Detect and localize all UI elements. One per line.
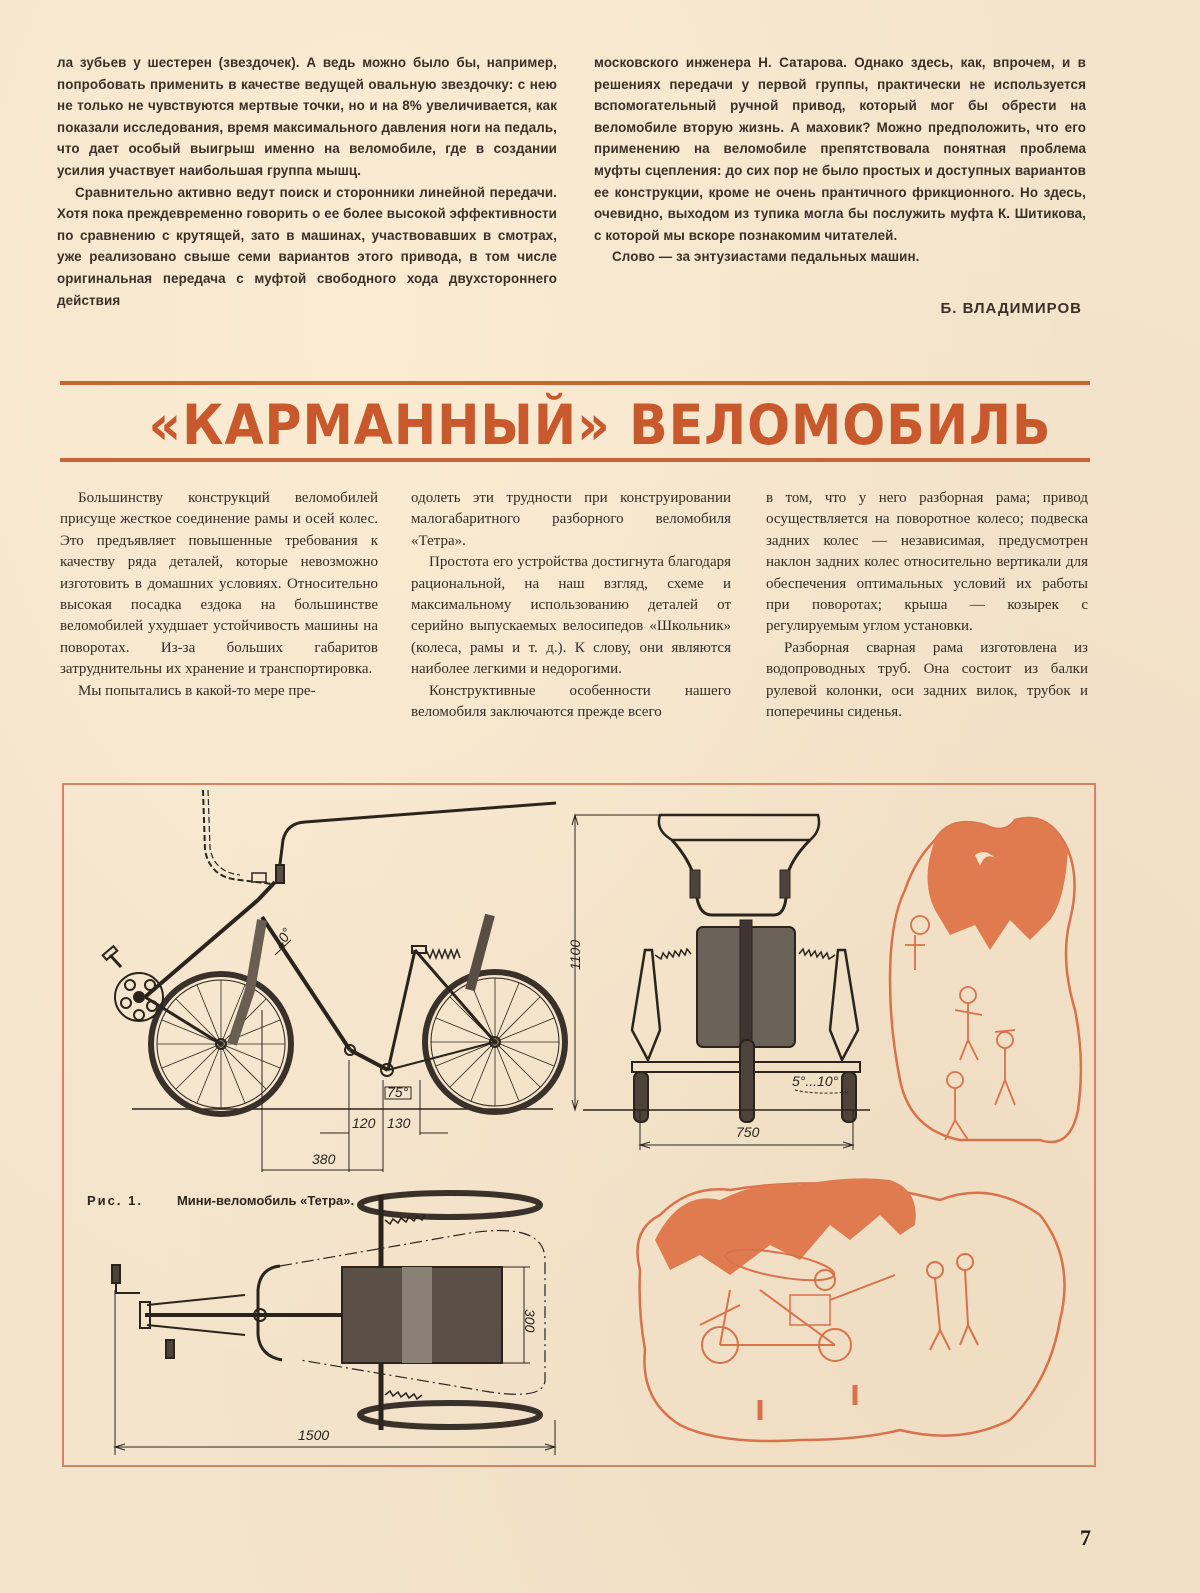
hikers-cartoon-illustration [890, 818, 1081, 1142]
side-view-drawing [103, 790, 565, 1172]
dim-380-label: 380 [312, 1151, 336, 1167]
paragraph: в том, что у него разборная рама; привод осуществляется на поворотное колесо; подвеска задних колес — независимая, предусмотрен наклон задних колес относительно вертикали для обеспечения оптимальных условий их работы при поворотах; крыша — козырек с регулируемым углом установки. [766, 490, 1088, 635]
article-title: «КАРМАННЫЙ» ВЕЛОМОБИЛЬ [148, 393, 1052, 457]
paragraph: одолеть эти трудности при конструировании малогабаритного разборного веломобиля «Тетра». [411, 490, 731, 549]
top-view-drawing [112, 1193, 555, 1455]
dim-130-label: 130 [387, 1115, 411, 1131]
angle-75-label: 75° [387, 1084, 409, 1100]
front-view-drawing [572, 815, 870, 1150]
paragraph: Конструктивные особенности нашего веломобиля заключаются прежде всего [411, 682, 731, 721]
paragraph: Разборная сварная рама изготовлена из водопроводных труб. Она состоит из балки рулевой колонки, оси задних вилок, трубок и поперечины сиденья. [766, 639, 1088, 721]
paragraph: Слово — за энтузиастами педальных машин. [612, 249, 920, 265]
figure-caption-label: Рис. 1. [87, 1193, 143, 1208]
dim-120-label: 120 [352, 1115, 376, 1131]
paragraph: московского инженера Н. Сатарова. Однако здесь, как, впрочем, и в решениях передачи у первой группы, практически не используется вспомогательный ручной привод, который мог бы обрести на веломобиле вторую жизнь. А маховик? Можно предположить, что его применению на веломобиле препятствовала понятная проблема муфты сцепления: до сих пор не было простых и доступных вариантов ее конструкции, кроме не очень прантичного фрикционного. Но здесь, очевидно, выходом из тупика могла бы послужить муфта К. Шитикова, с которой мы вскоре познакомим читателей. [594, 55, 1086, 243]
wheel-tilt-label: 5°...10° [792, 1073, 839, 1089]
paragraph: Мы попытались в какой-то мере пре- [78, 682, 316, 699]
page-number: 7 [1080, 1525, 1091, 1550]
paragraph: Простота его устройства достигнута благодаря рациональной, на наш взгляд, схеме и максимальному использованию деталей от серийно выпускаемых велосипедов «Школьник» (колеса, рамы и т. д.). К слову, они являются наиболее легкими и недорогими. [411, 554, 731, 678]
figure-caption-text: Мини-веломобиль «Тетра». [176, 1193, 355, 1208]
paragraph: Сравнительно активно ведут поиск и сторонники линейной передачи. Хотя пока преждевременно говорить о ее более высокой эффективности по сравнению с крутящей, зато в машинах, участвовавших в смотрах, уже реализовано свыше семи вариантов этого привода, в том числе оригинальная передача с муфтой свободного хода двухстороннего действия [57, 184, 557, 308]
dim-750-label: 750 [736, 1124, 760, 1140]
angle-40-label: 40° [270, 925, 296, 952]
paragraph: Большинству конструкций веломобилей присуще жесткое соединение рамы и осей колес. Это предъявляет повышенные требования к качеству ряда деталей, которые невозможно изготовить в домашних условиях. Относительно высокая посадка ездока на большинстве веломобилей ухудшает устойчивость машины на поворотах. Из-за больших габаритов затруднительны их хранение и транспортировка. [60, 490, 378, 678]
author-signature: Б. ВЛАДИМИРОВ [940, 300, 1082, 317]
dim-1100-label: 1100 [567, 939, 583, 970]
dim-1500-label: 1500 [298, 1427, 330, 1443]
figure-caption [87, 1193, 354, 1209]
dim-300-label: 300 [522, 1309, 538, 1333]
paragraph: ла зубьев у шестерен (звездочек). А ведь можно было бы, например, попробовать применить в качестве ведущей овальную звездочку: с нею не только не чувствуются мертвые точки, но и на 8% увеличивается, как показали исследования, время максимального давления ноги на педаль, что дает особый выигрыш именно на веломобиле, где в создании усилия участвует наибольшая группа мышц. [57, 55, 557, 178]
rider-cartoon-illustration [638, 1178, 1065, 1441]
